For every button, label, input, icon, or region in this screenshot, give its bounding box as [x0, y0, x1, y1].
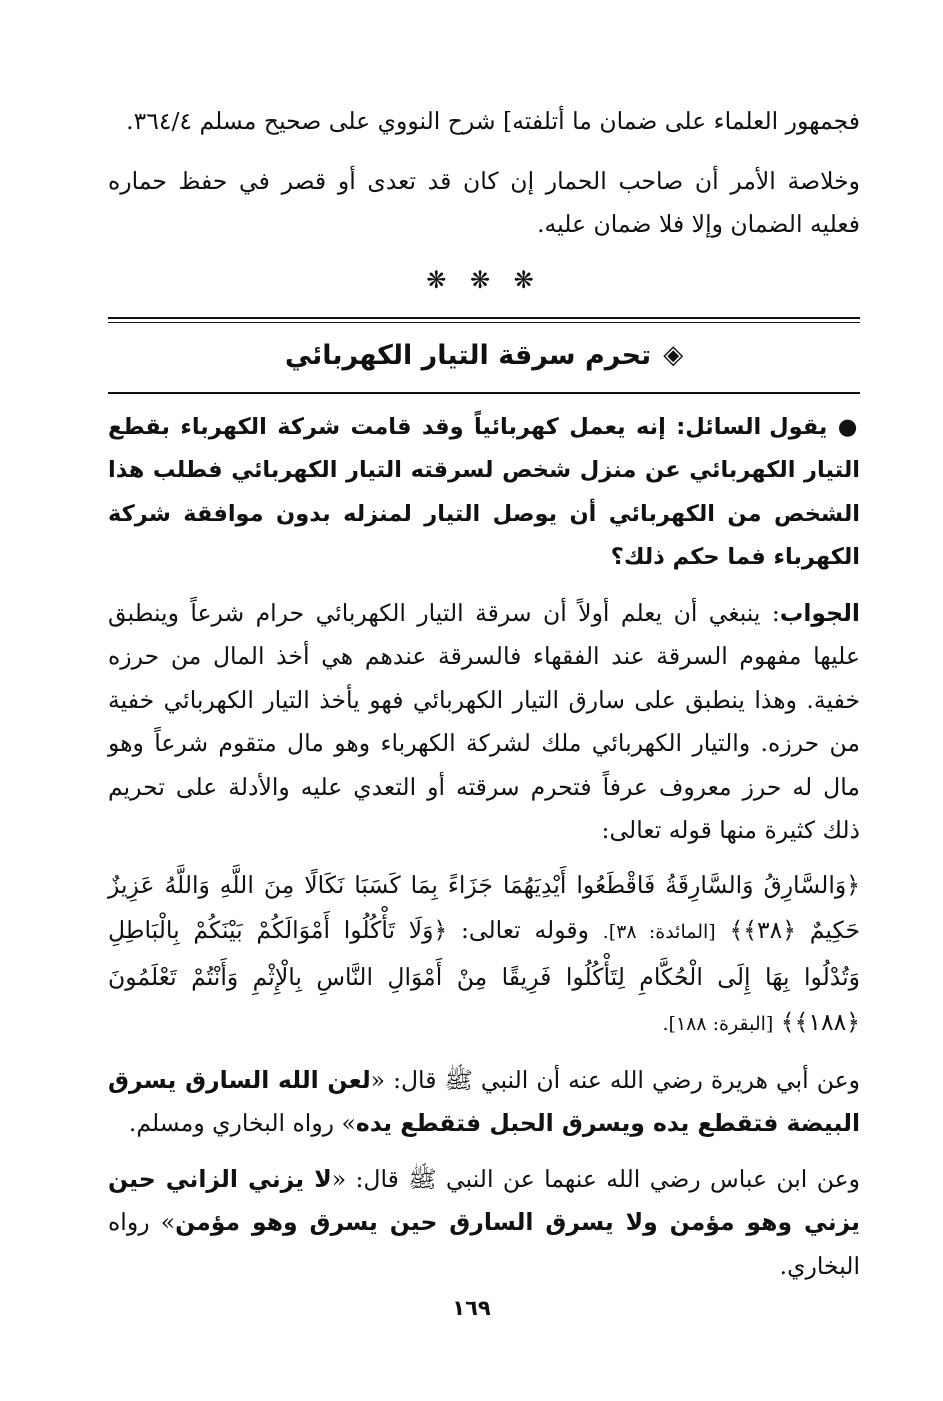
answer-paragraph — [108, 592, 860, 853]
quran-verse-2: ﴿وَلَا تَأْكُلُوا أَمْوَالَكُمْ بَيْنَكُمْ بِالْبَاطِلِ وَتُدْلُوا بِهَا إِلَى الْحُكَّامِ لِتَأْكُلُوا فَرِيقًا مِنْ أَمْوَالِ النَّاسِ بِالْإِثْمِ وَأَنْتُمْ تَعْلَمُونَ ﴿١٨٨﴾﴾ — [108, 915, 860, 1036]
heading-rule-bottom — [108, 392, 860, 394]
quran-verses — [108, 863, 860, 1047]
section-heading-text: تحرم سرقة التيار الكهربائي — [284, 339, 652, 371]
hadith-paragraph-2 — [108, 1158, 860, 1289]
answer-label: الجواب — [779, 598, 860, 627]
question-text: يقول السائل: إنه يعمل كهربائياً وقد قامت شركة الكهرباء بقطع التيار الكهربائي عن منزل شخص لسرقته التيار الكهربائي فطلب هذا الشخص من الكهربائي أن يوصل التيار لمنزله بدون موافقة شركة الكهرباء فما حكم ذلك؟ — [108, 413, 860, 570]
quran-ref-2: [البقرة: ١٨٨]. — [662, 1012, 774, 1035]
answer-text: : ينبغي أن يعلم أولاً أن سرقة التيار الكهربائي حرام شرعاً وينطبق عليها مفهوم السرقة عند الفقهاء فالسرقة عندهم هي أخذ المال من حرزه خفية. وهذا ينطبق على سارق التيار الكهربائي فهو يأخذ التيار الكهربائي خفية من حرزه. والتيار الكهربائي ملك لشركة الكهرباء وهو مال متقوم شرعاً وهو مال له حرز معروف عرفاً فتحرم سرقته أو التعدي عليه والأدلة على تحريم ذلك كثيرة منها قوله تعالى: — [108, 598, 860, 844]
section-separator: ❋ ❋ ❋ — [426, 265, 542, 294]
heading-rule-top — [108, 317, 860, 319]
hadith-1-outro: » رواه البخاري ومسلم. — [128, 1109, 356, 1137]
hadith-2-quote: لا يزني الزاني حين يزني وهو مؤمن ولا يسرق السارق حين يسرق وهو مؤمن — [108, 1164, 860, 1236]
quran-connector: وقوله تعالى: — [461, 915, 589, 944]
section-heading — [108, 323, 860, 389]
hadith-1-intro: وعن أبي هريرة رضي الله عنه أن النبي ﷺ قال: « — [370, 1065, 860, 1094]
quran-ref-1: [المائدة: ٣٨]. — [602, 920, 716, 943]
bullet-icon: ● — [837, 413, 861, 440]
hadith-2-outro: » رواه البخاري. — [108, 1208, 860, 1280]
diamond-icon: ◈ — [663, 339, 684, 370]
page-body — [108, 100, 860, 1288]
quran-verse-1: ﴿وَالسَّارِقُ وَالسَّارِقَةُ فَاقْطَعُوا أَيْدِيَهُمَا جَزَاءً بِمَا كَسَبَا نَكَالًا مِنَ اللَّهِ وَاللَّهُ عَزِيزٌ حَكِيمٌ ﴿٣٨﴾﴾ — [108, 870, 860, 944]
question-paragraph — [108, 406, 860, 580]
hadith-paragraph-1 — [108, 1059, 860, 1146]
intro-paragraph-2: وخلاصة الأمر أن صاحب الحمار إن كان قد تعدى أو قصر في حفظ حماره فعليه الضمان وإلا فلا ضمان عليه. — [108, 166, 860, 238]
page-number: ١٦٩ — [452, 1296, 491, 1320]
hadith-1-quote: لعن الله السارق يسرق البيضة فتقطع يده ويسرق الحبل فتقطع يده — [108, 1065, 860, 1137]
hadith-2-intro: وعن ابن عباس رضي الله عنهما عن النبي ﷺ قال: « — [331, 1164, 860, 1193]
intro-paragraph-1: فجمهور العلماء على ضمان ما أتلفته] شرح النووي على صحيح مسلم ٣٦٤/٤. — [126, 107, 860, 135]
section-heading-frame — [108, 317, 860, 394]
